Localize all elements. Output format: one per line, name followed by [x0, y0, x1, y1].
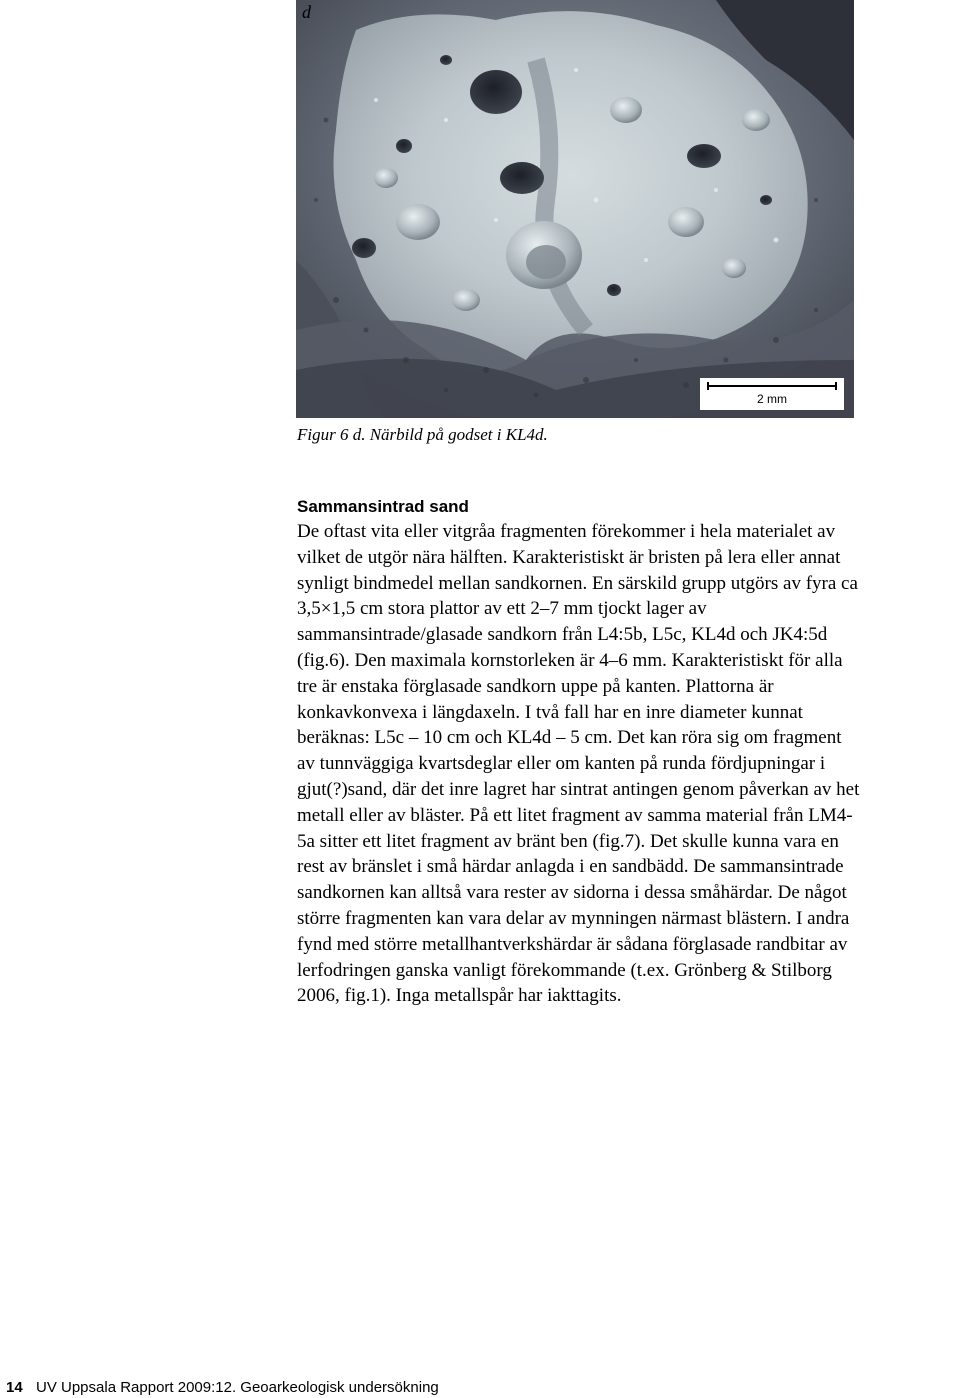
paragraph-line: lerfodringen ganska vanligt förekommande (t.ex. Grönberg & Stilborg — [297, 959, 832, 981]
paragraph-line: vilket de utgör nära hälften. Karakteristiskt är bristen på lera eller annat — [297, 546, 841, 568]
paragraph-line: synligt bindmedel mellan sandkornen. En särskild grupp utgörs av fyra ca — [297, 572, 858, 594]
paragraph-line: metall eller av bläster. På ett litet fragment av samma material från LM4- — [297, 804, 853, 826]
paragraph-line: 3,5×1,5 cm stora plattor av ett 2–7 mm tjockt lager av — [297, 598, 707, 620]
paragraph-line: sandkornen kan alltså vara rester av sidorna i dessa småhärdar. De något — [297, 882, 847, 904]
paragraph-line: 2006, fig.1). Inga metallspår har iakttagits. — [297, 985, 622, 1007]
paragraph-line: fynd med större metallhantverkshärdar är sådana förglasade randbitar av — [297, 933, 848, 955]
page-footer — [6, 1378, 439, 1398]
paragraph-line: rest av bränslet i små härdar anlagda i en sandbädd. De sammansintrade — [297, 856, 844, 878]
paragraph-line: beräknas: L5c – 10 cm och KL4d – 5 cm. Det kan röra sig om fragment — [297, 727, 842, 749]
paragraph-line: sammansintrade/glasade sandkorn från L4:5b, L5c, KL4d och JK4:5d — [297, 624, 828, 646]
paragraph-line: De oftast vita eller vitgråa fragmenten förekommer i hela materialet av — [297, 521, 836, 542]
scale-bar-label: 2 mm — [757, 392, 787, 406]
report-title: UV Uppsala Rapport 2009:12. Geoarkeologisk undersökning — [36, 1379, 439, 1396]
figure-caption: Figur 6 d. Närbild på godset i KL4d. — [297, 425, 548, 444]
paragraph-line: gjut(?)sand, där det inre lagret har sintrat antingen genom påverkan av het — [297, 778, 860, 800]
section-heading: Sammansintrad sand — [297, 497, 469, 516]
panel-letter: d — [302, 2, 311, 22]
paragraph-line: 5a sitter ett litet fragment av bränt ben (fig.7). Det skulle kunna vara en — [297, 830, 839, 852]
paragraph-line: större fragmenten kan vara delar av mynningen närmast blästern. I andra — [297, 907, 850, 929]
paragraph-line: konkavkonvexa i längdaxeln. I två fall har en inre diameter kunnat — [297, 701, 803, 723]
paragraph-line: av tunnväggiga kvartsdeglar eller om kanten på runda fördjupningar i — [297, 753, 826, 775]
paragraph-line: tre är enstaka förglasade sandkorn uppe på kanten. Plattorna är — [297, 675, 774, 697]
page-number: 14 — [6, 1379, 23, 1396]
sample-photo-image — [296, 0, 854, 418]
paragraph-line: (fig.6). Den maximala kornstorleken är 4–6 mm. Karakteristiskt för alla — [297, 649, 843, 671]
sample-photograph — [296, 0, 854, 418]
body-paragraph — [297, 519, 937, 1009]
